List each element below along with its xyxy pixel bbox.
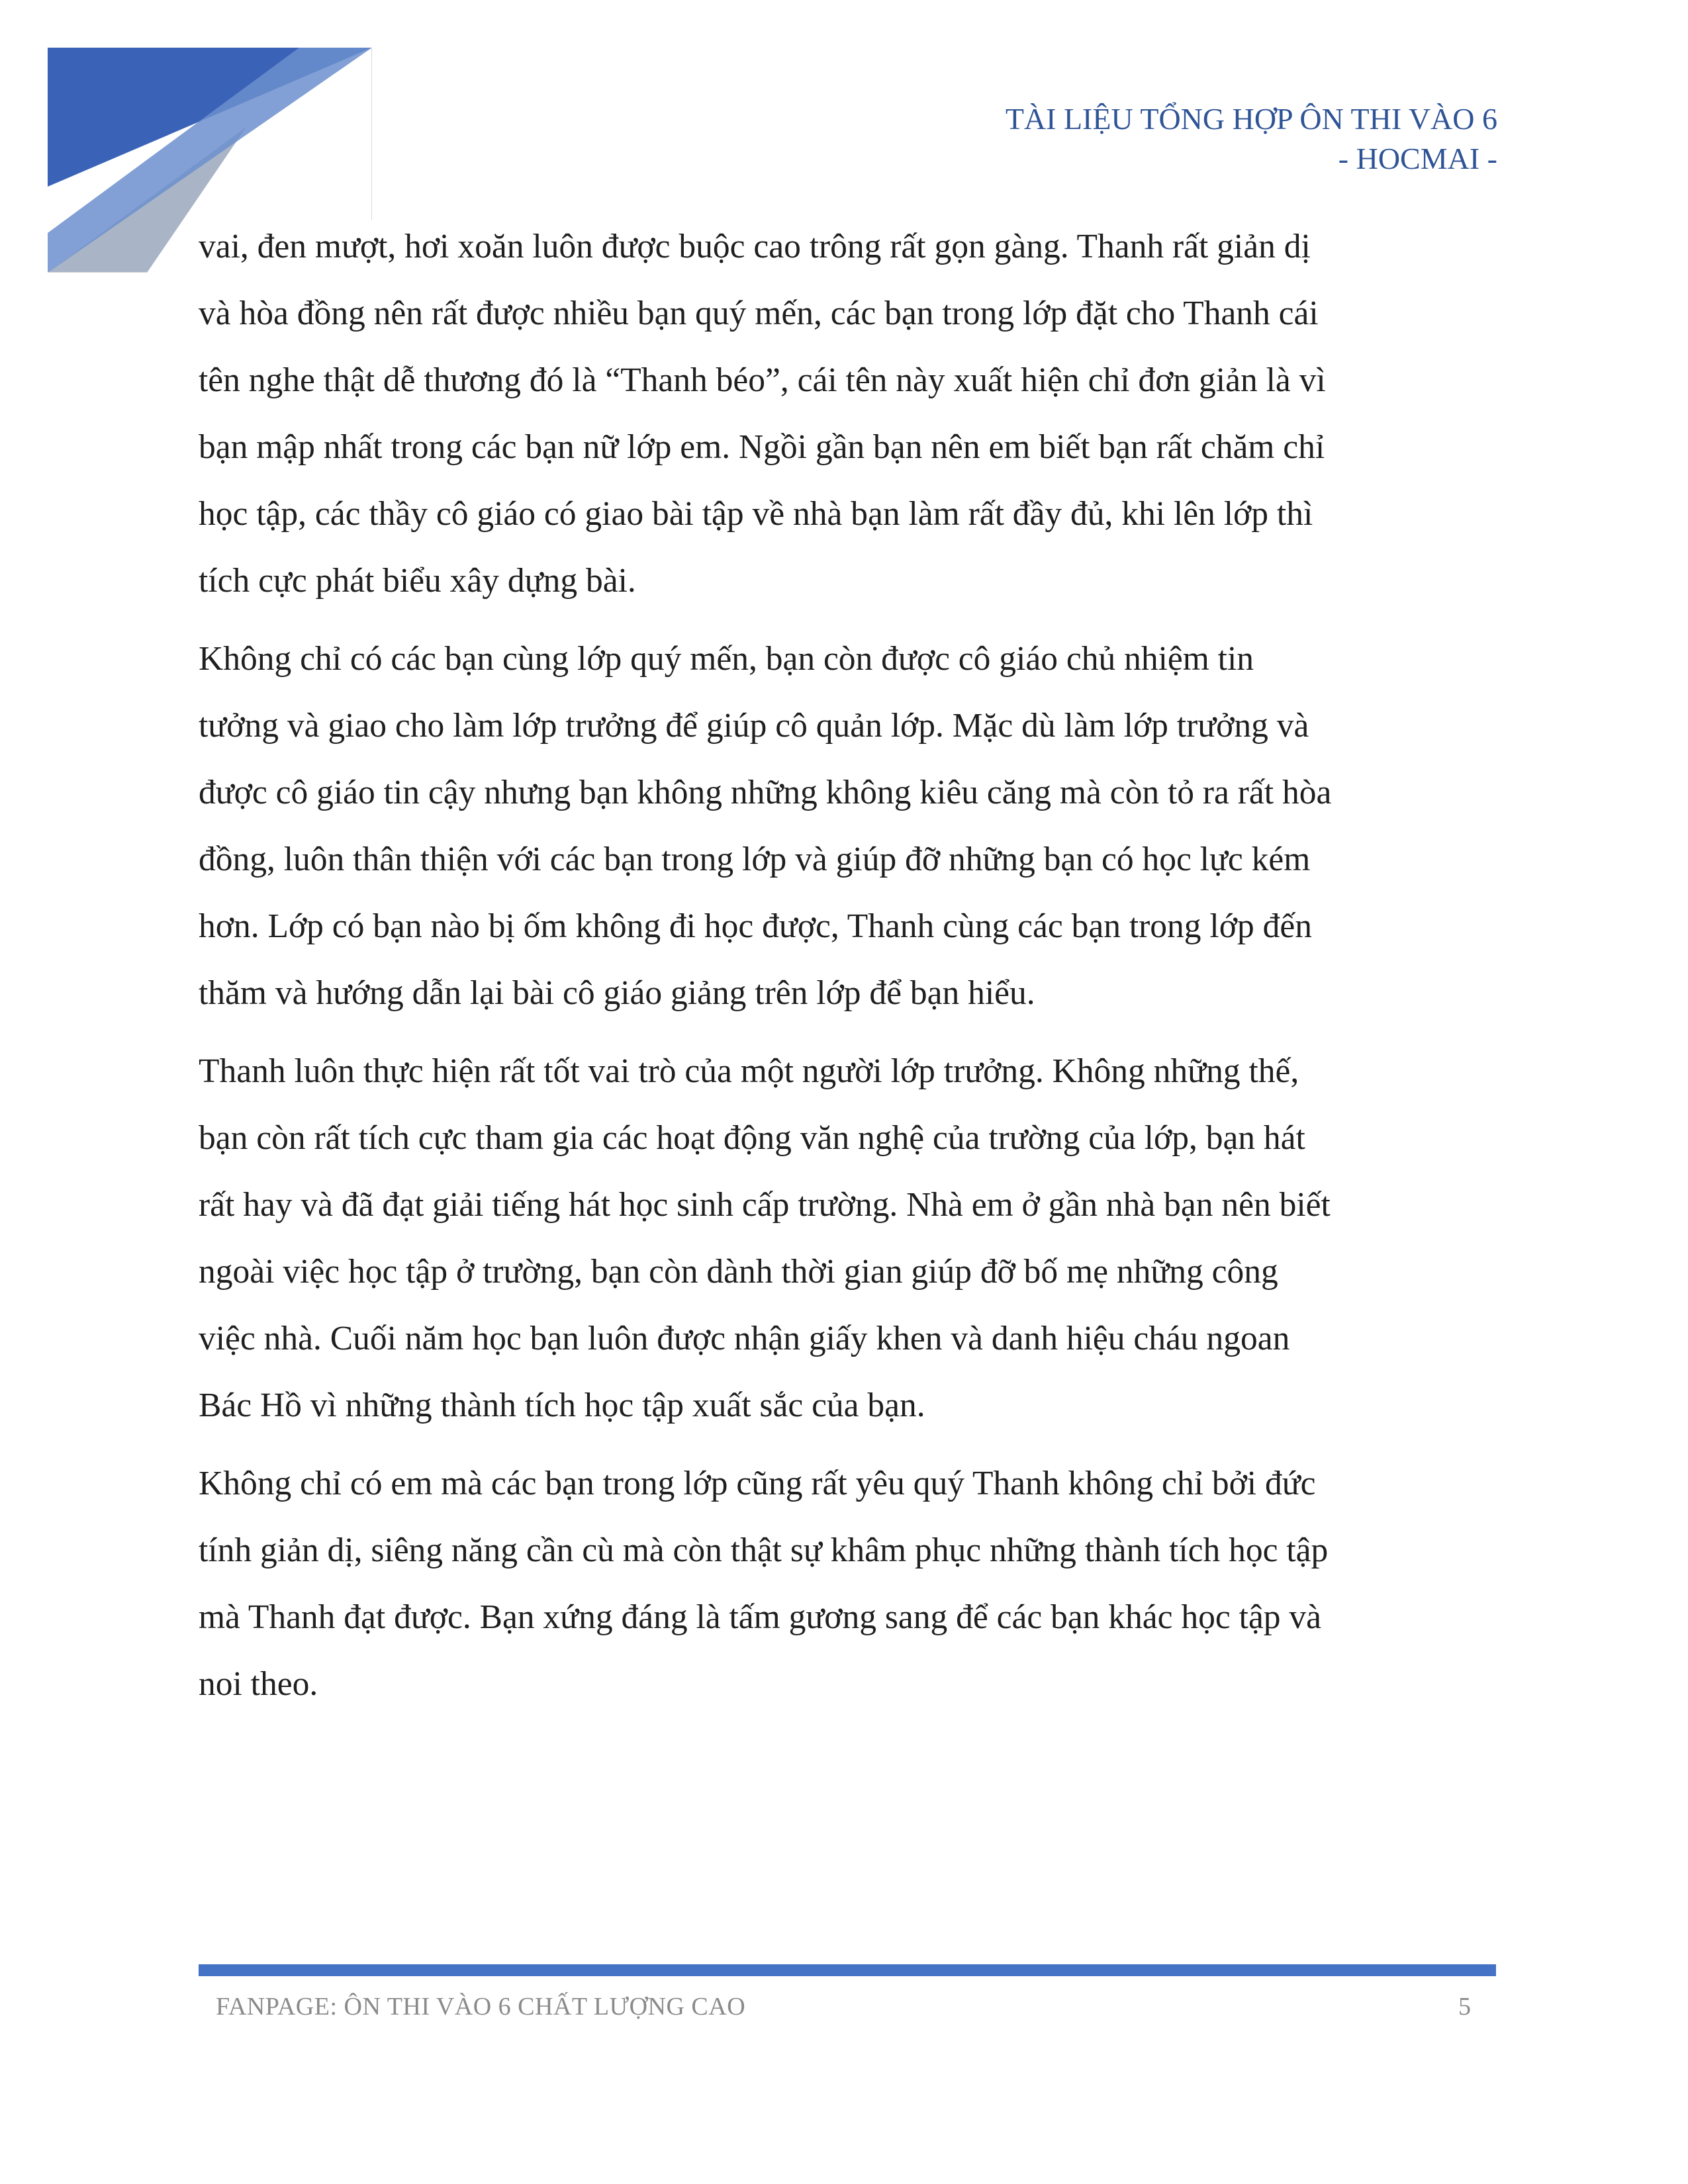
page-number: 5 [1458,1993,1471,2021]
text-line: đồng, luôn thân thiện với các bạn trong lớp và giúp đỡ những bạn có học lực kém [199,841,1311,878]
text-line: hơn. Lớp có bạn nào bị ốm không đi học được, Thanh cùng các bạn trong lớp đến [199,907,1312,945]
text-line: tích cực phát biểu xây dựng bài. [199,562,636,600]
footer-fanpage: FANPAGE: ÔN THI VÀO 6 CHẤT LƯỢNG CAO [216,1993,746,2021]
text-line: bạn mập nhất trong các bạn nữ lớp em. Ngồi gần bạn nên em biết bạn rất chăm chỉ [199,428,1325,466]
document-body [199,213,1496,1729]
text-line: tưởng và giao cho làm lớp trưởng để giúp cô quản lớp. Mặc dù làm lớp trưởng và [199,707,1309,745]
text-line: thăm và hướng dẫn lại bài cô giáo giảng trên lớp để bạn hiểu. [199,974,1035,1012]
paragraph-3 [199,1038,1496,1439]
text-line: bạn còn rất tích cực tham gia các hoạt động văn nghệ của trường của lớp, bạn hát [199,1119,1305,1157]
text-line: tên nghe thật dễ thương đó là “Thanh béo”, cái tên này xuất hiện chỉ đơn giản là vì [199,361,1326,399]
document-header [1006,99,1497,179]
text-line: và hòa đồng nên rất được nhiều bạn quý mến, các bạn trong lớp đặt cho Thanh cái [199,295,1319,332]
footer-divider-bar [199,1964,1496,1976]
text-line: Không chỉ có các bạn cùng lớp quý mến, bạn còn được cô giáo chủ nhiệm tin [199,640,1254,678]
text-line: tính giản dị, siêng năng cần cù mà còn thật sự khâm phục những thành tích học tập [199,1531,1329,1569]
text-line: Bác Hồ vì những thành tích học tập xuất sắc của bạn. [199,1387,925,1424]
text-line: vai, đen mượt, hơi xoăn luôn được buộc cao trông rất gọn gàng. Thanh rất giản dị [199,228,1311,265]
text-line: học tập, các thầy cô giáo có giao bài tập về nhà bạn làm rất đầy đủ, khi lên lớp thì [199,495,1313,533]
text-line: noi theo. [199,1665,318,1703]
paragraph-4 [199,1450,1496,1717]
paragraph-2 [199,625,1496,1026]
header-subtitle: - HOCMAI - [1338,142,1497,175]
text-line: mà Thanh đạt được. Bạn xứng đáng là tấm gương sang để các bạn khác học tập và [199,1598,1322,1636]
text-line: ngoài việc học tập ở trường, bạn còn dành thời gian giúp đỡ bố mẹ những công [199,1253,1278,1291]
text-line: rất hay và đã đạt giải tiếng hát học sinh cấp trường. Nhà em ở gần nhà bạn nên biết [199,1186,1331,1224]
paragraph-1 [199,213,1496,614]
text-line: được cô giáo tin cậy nhưng bạn không những không kiêu căng mà còn tỏ ra rất hòa [199,774,1332,811]
header-title: TÀI LIỆU TỔNG HỢP ÔN THI VÀO 6 [1005,102,1497,136]
text-line: Thanh luôn thực hiện rất tốt vai trò của một người lớp trưởng. Không những thế, [199,1052,1299,1090]
text-line: việc nhà. Cuối năm học bạn luôn được nhận giấy khen và danh hiệu cháu ngoan [199,1320,1290,1357]
text-line: Không chỉ có em mà các bạn trong lớp cũng rất yêu quý Thanh không chỉ bởi đức [199,1465,1316,1502]
